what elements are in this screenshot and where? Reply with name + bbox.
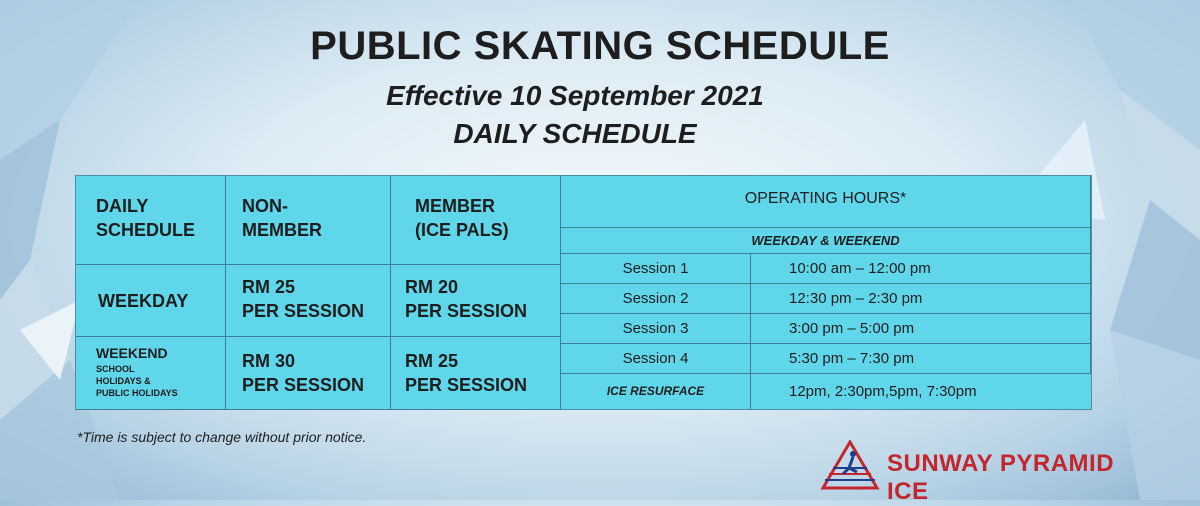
weekday-member-price: RM 20 — [405, 277, 459, 297]
resurface-label-cell — [561, 374, 751, 410]
session-time: 12:30 pm – 2:30 pm — [789, 290, 923, 307]
weekday-member-unit: PER SESSION — [405, 301, 528, 321]
page-title: PUBLIC SKATING SCHEDULE — [310, 24, 890, 68]
session-row-2-name — [561, 284, 751, 314]
header-member-line2: (ICE PALS) — [415, 220, 509, 240]
operating-hours-label: OPERATING HOURS* — [744, 190, 907, 207]
session-row-1-name — [561, 254, 751, 284]
header-operating-hours — [561, 176, 1091, 228]
session-row-1-time — [751, 254, 1091, 284]
header-daily-schedule — [76, 176, 226, 265]
weekend-member-unit: PER SESSION — [405, 375, 528, 395]
session-time: 10:00 am – 12:00 pm — [789, 260, 931, 277]
session-row-3-time — [751, 314, 1091, 344]
weekday-weekend-label: WEEKDAY & WEEKEND — [751, 233, 900, 248]
weekend-nonmember-unit: PER SESSION — [242, 375, 365, 395]
effective-date: Effective 10 September 2021 — [386, 80, 764, 111]
header-daily-line2: SCHEDULE — [96, 220, 196, 240]
resurface-times: 12pm, 2:30pm,5pm, 7:30pm — [789, 383, 977, 400]
row-weekend-label — [76, 337, 226, 410]
logo-text: SUNWAY PYRAMID ICE — [887, 450, 1115, 505]
session-time: 5:30 pm – 7:30 pm — [789, 350, 915, 367]
session-row-4-name — [561, 344, 751, 374]
row-weekday-member — [391, 265, 561, 337]
weekend-nonmember-price: RM 30 — [242, 351, 296, 371]
weekend-member-price: RM 25 — [405, 351, 459, 371]
schedule-subheading: DAILY SCHEDULE — [453, 118, 697, 149]
weekday-nonmember-unit: PER SESSION — [242, 301, 365, 321]
footnote: *Time is subject to change without prior notice. — [77, 429, 367, 445]
weekend-label: WEEKEND — [96, 345, 168, 361]
sunway-pyramid-ice-logo — [815, 440, 1155, 505]
weekday-label: WEEKDAY — [98, 291, 189, 311]
row-weekend-member — [391, 337, 561, 410]
row-weekday-label — [76, 265, 226, 337]
weekday-nonmember-price: RM 25 — [242, 277, 296, 297]
session-row-4-time — [751, 344, 1091, 374]
header-member — [391, 176, 561, 265]
header-daily-line1: DAILY — [96, 196, 149, 216]
session-name: Session 1 — [622, 260, 689, 277]
pyramid-skater-icon — [815, 440, 885, 490]
header-weekday-weekend — [561, 228, 1091, 254]
session-name: Session 4 — [622, 350, 689, 367]
weekend-sub-line3: PUBLIC HOLIDAYS — [96, 388, 178, 398]
resurface-label: ICE RESURFACE — [606, 384, 705, 398]
header-non-member — [226, 176, 391, 265]
header-member-line1: MEMBER — [415, 196, 495, 216]
session-name: Session 3 — [622, 320, 689, 337]
row-weekday-nonmember — [226, 265, 391, 337]
resurface-times-cell — [751, 374, 1091, 410]
session-row-2-time — [751, 284, 1091, 314]
header-nonmember-line1: NON- — [242, 196, 288, 216]
session-name: Session 2 — [622, 290, 689, 307]
header-nonmember-line2: MEMBER — [242, 220, 322, 240]
session-time: 3:00 pm – 5:00 pm — [789, 320, 915, 337]
session-row-3-name — [561, 314, 751, 344]
row-weekend-nonmember — [226, 337, 391, 410]
schedule-table — [75, 175, 1092, 410]
weekend-sub-line1: SCHOOL — [96, 364, 135, 374]
weekend-sub-line2: HOLIDAYS & — [96, 376, 151, 386]
